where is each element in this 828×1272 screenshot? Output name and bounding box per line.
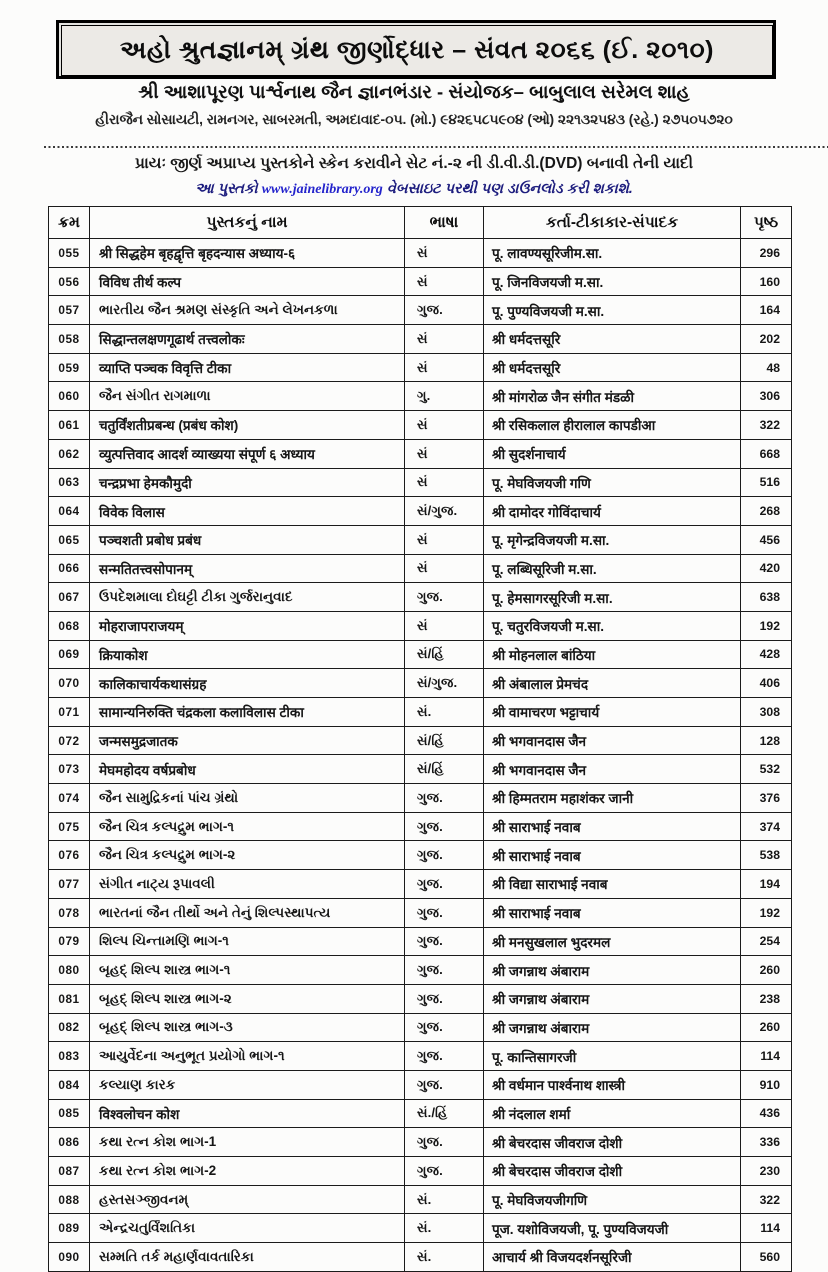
language-cell: સં — [405, 411, 484, 440]
book-name-cell: पञ्चशती प्रबोध प्रबंध — [90, 525, 405, 554]
author-cell: श्री हिम्मतराम महाशंकर जानी — [484, 784, 741, 813]
pages-cell: 376 — [741, 784, 792, 813]
pages-cell: 532 — [741, 755, 792, 784]
author-cell: पू. मेघविजयजीगणि — [484, 1185, 741, 1214]
language-cell: ગુ. — [405, 382, 484, 411]
author-cell: श्री जगन्नाथ अंबाराम — [484, 1013, 741, 1042]
row-number-cell: 069 — [49, 640, 90, 669]
book-name-cell: ભારતીય જૈન શ્રમણ સંસ્કૃતિ અને લેખનકળા — [90, 296, 405, 325]
pages-cell: 114 — [741, 1042, 792, 1071]
book-name-cell: मोहराजापराजयम् — [90, 611, 405, 640]
book-name-cell: विश्वलोचन कोश — [90, 1099, 405, 1128]
book-name-cell: કથા રત્ન કોશ ભાગ-2 — [90, 1157, 405, 1186]
row-number-cell: 060 — [49, 382, 90, 411]
author-cell: श्री विद्या साराभाई नवाब — [484, 870, 741, 899]
pages-cell: 322 — [741, 411, 792, 440]
table-row — [49, 411, 792, 440]
row-number-cell: 058 — [49, 325, 90, 354]
language-cell: ગુજ. — [405, 812, 484, 841]
author-cell: श्री भगवानदास जैन — [484, 726, 741, 755]
table-row — [49, 669, 792, 698]
organization-subtitle: શ્રી આશાપૂરણ પાર્શ્વનાથ જૈન જ્ઞાનભંડાર - સંયોજક– બાબુલાલ સરેમલ શાહ — [138, 81, 690, 102]
books-table — [48, 206, 792, 1272]
row-number-cell: 084 — [49, 1070, 90, 1099]
pages-cell: 194 — [741, 870, 792, 899]
author-cell: श्री वामाचरण भट्टाचार्य — [484, 698, 741, 727]
row-number-cell: 086 — [49, 1128, 90, 1157]
table-row — [49, 497, 792, 526]
language-cell: ગુજ. — [405, 1070, 484, 1099]
table-row — [49, 1243, 792, 1272]
table-row — [49, 1185, 792, 1214]
language-cell: સં — [405, 325, 484, 354]
language-cell: ગુજ. — [405, 1128, 484, 1157]
author-cell: श्री मनसुखलाल भुदरमल — [484, 927, 741, 956]
pages-cell: 202 — [741, 325, 792, 354]
language-cell: ગુજ. — [405, 1157, 484, 1186]
language-cell: સં — [405, 525, 484, 554]
language-cell: ગુજ. — [405, 841, 484, 870]
table-row — [49, 755, 792, 784]
author-cell: श्री साराभाई नवाब — [484, 841, 741, 870]
language-cell: ગુજ. — [405, 956, 484, 985]
table-row — [49, 239, 792, 268]
row-number-cell: 081 — [49, 984, 90, 1013]
author-cell: श्री साराभाई नवाब — [484, 898, 741, 927]
download-note-prefix: આ પુસ્તકો — [195, 181, 262, 197]
language-cell: ગુજ. — [405, 784, 484, 813]
author-cell: श्री अंबालाल प्रेमचंद — [484, 669, 741, 698]
table-row — [49, 640, 792, 669]
row-number-cell: 087 — [49, 1157, 90, 1186]
row-number-cell: 088 — [49, 1185, 90, 1214]
column-header-pages: પૃષ્ઠ — [741, 207, 792, 239]
book-name-cell: चन्द्रप्रभा हेमकौमुदी — [90, 468, 405, 497]
table-row — [49, 382, 792, 411]
row-number-cell: 073 — [49, 755, 90, 784]
table-row — [49, 1214, 792, 1243]
pages-cell: 374 — [741, 812, 792, 841]
book-name-cell: जन्मसमुद्रजातक — [90, 726, 405, 755]
book-name-cell: श्री सिद्धहेम बृहद्वृत्ति बृहदन्यास अध्याय-६ — [90, 239, 405, 268]
row-number-cell: 056 — [49, 267, 90, 296]
language-cell: સં — [405, 353, 484, 382]
table-row — [49, 984, 792, 1013]
pages-cell: 428 — [741, 640, 792, 669]
pages-cell: 560 — [741, 1243, 792, 1272]
row-number-cell: 075 — [49, 812, 90, 841]
scan-note-line: પ્રાયઃ જીર્ણ અપ્રાપ્ય પુસ્તકોને સ્કેન કરાવીને સેટ નં.-૨ ની ડી.વી.ડી.(DVD) બનાવી તેની યાદી — [134, 155, 694, 172]
books-table-body — [49, 239, 792, 1272]
dashed-separator — [44, 146, 828, 148]
address-contact-line: હીરાજૈન સોસાયટી, રામનગર, સાબરમતી, અમદાવાદ-૦૫. (મો.) ૯૪૨૬૫૮૫૯૦૪ (ઓ) ૨૨૧૩૨૫૪૩ (રહે.) ૨૭૫૦૫૭૨૦ — [95, 112, 733, 127]
language-cell: સં — [405, 267, 484, 296]
author-cell: पू. हेमसागरसूरिजी म.सा. — [484, 583, 741, 612]
pages-cell: 114 — [741, 1214, 792, 1243]
author-cell: पू. कान्तिसागरजी — [484, 1042, 741, 1071]
language-cell: સં — [405, 554, 484, 583]
pages-cell: 192 — [741, 611, 792, 640]
book-name-cell: સંગીત નાટ્ય રૂપાવલી — [90, 870, 405, 899]
book-name-cell: सन्मतितत्त्वसोपानम् — [90, 554, 405, 583]
row-number-cell: 076 — [49, 841, 90, 870]
language-cell: ગુજ. — [405, 927, 484, 956]
row-number-cell: 065 — [49, 525, 90, 554]
page-title: અહો શ્રુતજ્ઞાનમ્ ગ્રંથ જીર્ણોદ્ધાર – સંવત ૨૦૬૬ (ઈ. ૨૦૧૦) — [119, 36, 715, 64]
author-cell: श्री साराभाई नवाब — [484, 812, 741, 841]
pages-cell: 230 — [741, 1157, 792, 1186]
table-row — [49, 583, 792, 612]
pages-cell: 308 — [741, 698, 792, 727]
pages-cell: 538 — [741, 841, 792, 870]
title-box-inner — [61, 25, 773, 76]
pages-cell: 910 — [741, 1070, 792, 1099]
author-cell: पू. लावण्यसूरिजीम.सा. — [484, 239, 741, 268]
table-row — [49, 726, 792, 755]
pages-cell: 436 — [741, 1099, 792, 1128]
table-row — [49, 956, 792, 985]
download-note-suffix: વેબસાઇટ પરથી પણ ડાઉનલોડ કરી શકાશે. — [382, 181, 633, 197]
row-number-cell: 074 — [49, 784, 90, 813]
author-cell: श्री दामोदर गोविंदाचार्य — [484, 497, 741, 526]
table-row — [49, 812, 792, 841]
table-row — [49, 898, 792, 927]
book-name-cell: मेघमहोदय वर्षप्रबोध — [90, 755, 405, 784]
author-cell: श्री बेचरदास जीवराज दोशी — [484, 1157, 741, 1186]
row-number-cell: 082 — [49, 1013, 90, 1042]
table-row — [49, 554, 792, 583]
author-cell: श्री बेचरदास जीवराज दोशी — [484, 1128, 741, 1157]
book-name-cell: શિલ્પ ચિન્તામણિ ભાગ-૧ — [90, 927, 405, 956]
language-cell: સં/ગુજ. — [405, 497, 484, 526]
language-cell: સં. — [405, 1243, 484, 1272]
book-name-cell: सामान्यनिरुक्ति चंद्रकला कलाविलास टीका — [90, 698, 405, 727]
table-row — [49, 1070, 792, 1099]
table-row — [49, 1099, 792, 1128]
table-row — [49, 870, 792, 899]
book-name-cell: क्रियाकोश — [90, 640, 405, 669]
language-cell: ગુજ. — [405, 1042, 484, 1071]
language-cell: સં — [405, 611, 484, 640]
book-name-cell: चतुर्विंशतीप्रबन्ध (प्रबंध कोश) — [90, 411, 405, 440]
language-cell: ગુજ. — [405, 984, 484, 1013]
author-cell: श्री वर्धमान पार्श्वनाथ शास्त्री — [484, 1070, 741, 1099]
pages-cell: 268 — [741, 497, 792, 526]
language-cell: સં/હિં — [405, 726, 484, 755]
table-row — [49, 439, 792, 468]
author-cell: श्री भगवानदास जैन — [484, 755, 741, 784]
table-row — [49, 841, 792, 870]
row-number-cell: 085 — [49, 1099, 90, 1128]
column-header-book-name: પુસ્તકનું નામ — [90, 207, 405, 239]
language-cell: સં. — [405, 698, 484, 727]
book-name-cell: विविध तीर्थ कल्प — [90, 267, 405, 296]
row-number-cell: 063 — [49, 468, 90, 497]
row-number-cell: 072 — [49, 726, 90, 755]
table-row — [49, 784, 792, 813]
author-cell: श्री सुदर्शनाचार्य — [484, 439, 741, 468]
author-cell: पू. लब्धिसूरिजी म.सा. — [484, 554, 741, 583]
table-row — [49, 1157, 792, 1186]
language-cell: ગુજ. — [405, 1013, 484, 1042]
author-cell: आचार्य श्री विजयदर्शनसूरिजी — [484, 1243, 741, 1272]
pages-cell: 192 — [741, 898, 792, 927]
table-row — [49, 927, 792, 956]
language-cell: સં. — [405, 1185, 484, 1214]
table-row — [49, 1013, 792, 1042]
author-cell: श्री रसिकलाल हीरालाल कापडीआ — [484, 411, 741, 440]
row-number-cell: 064 — [49, 497, 90, 526]
column-header-kram: ક્રમ — [49, 207, 90, 239]
pages-cell: 254 — [741, 927, 792, 956]
table-row — [49, 296, 792, 325]
language-cell: ગુજ. — [405, 583, 484, 612]
column-header-language: ભાષા — [405, 207, 484, 239]
author-cell: पू. पुण्यविजयजी म.सा. — [484, 296, 741, 325]
author-cell: पू. मृगेन्द्रविजयजी म.सा. — [484, 525, 741, 554]
pages-cell: 456 — [741, 525, 792, 554]
row-number-cell: 083 — [49, 1042, 90, 1071]
author-cell: श्री जगन्नाथ अंबाराम — [484, 956, 741, 985]
download-note-line — [0, 181, 828, 198]
book-name-cell: જૈન સંગીત રાગમાળા — [90, 382, 405, 411]
row-number-cell: 068 — [49, 611, 90, 640]
row-number-cell: 057 — [49, 296, 90, 325]
book-name-cell: જૈન ચિત્ર કલ્પદ્રુમ ભાગ-૧ — [90, 812, 405, 841]
pages-cell: 48 — [741, 353, 792, 382]
pages-cell: 160 — [741, 267, 792, 296]
jainelibrary-link[interactable]: www.jainelibrary.org — [261, 182, 383, 197]
row-number-cell: 078 — [49, 898, 90, 927]
author-cell: पू. मेघविजयजी गणि — [484, 468, 741, 497]
language-cell: સં — [405, 239, 484, 268]
pages-cell: 336 — [741, 1128, 792, 1157]
table-row — [49, 611, 792, 640]
book-name-cell: બૃહદ્ શિલ્પ શાસ્ત્ર ભાગ-૨ — [90, 984, 405, 1013]
language-cell: ગુજ. — [405, 296, 484, 325]
language-cell: સં/હિં — [405, 755, 484, 784]
row-number-cell: 079 — [49, 927, 90, 956]
pages-cell: 516 — [741, 468, 792, 497]
author-cell: श्री मांगरोळ जैन संगीत मंडळी — [484, 382, 741, 411]
book-name-cell: જૈન ચિત્ર કલ્પદ્રુમ ભાગ-૨ — [90, 841, 405, 870]
table-row — [49, 525, 792, 554]
pages-cell: 420 — [741, 554, 792, 583]
book-name-cell: બૃહદ્ શિલ્પ શાસ્ત્ર ભાગ-૧ — [90, 956, 405, 985]
book-name-cell: विवेक विलास — [90, 497, 405, 526]
row-number-cell: 089 — [49, 1214, 90, 1243]
book-name-cell: व्याप्ति पञ्चक विवृत्ति टीका — [90, 353, 405, 382]
book-name-cell: ઉપદેશમાલા દોઘટ્ટી ટીકા ગુર્જરાનુવાદ — [90, 583, 405, 612]
row-number-cell: 062 — [49, 439, 90, 468]
pages-cell: 128 — [741, 726, 792, 755]
row-number-cell: 090 — [49, 1243, 90, 1272]
book-name-cell: सिद्धान्तलक्षणगूढार्थ तत्त्वलोकः — [90, 325, 405, 354]
author-cell: श्री जगन्नाथ अंबाराम — [484, 984, 741, 1013]
language-cell: ગુજ. — [405, 870, 484, 899]
author-cell: श्री धर्मदत्तसूरि — [484, 353, 741, 382]
pages-cell: 406 — [741, 669, 792, 698]
language-cell: ગુજ. — [405, 898, 484, 927]
row-number-cell: 080 — [49, 956, 90, 985]
table-row — [49, 698, 792, 727]
table-row — [49, 267, 792, 296]
row-number-cell: 055 — [49, 239, 90, 268]
row-number-cell: 066 — [49, 554, 90, 583]
language-cell: સં./હિં — [405, 1099, 484, 1128]
row-number-cell: 059 — [49, 353, 90, 382]
pages-cell: 260 — [741, 1013, 792, 1042]
table-row — [49, 1128, 792, 1157]
row-number-cell: 071 — [49, 698, 90, 727]
pages-cell: 306 — [741, 382, 792, 411]
author-cell: श्री नंदलाल शर्मा — [484, 1099, 741, 1128]
header-row — [49, 207, 792, 239]
books-table-header — [49, 207, 792, 239]
language-cell: સં/ગુજ. — [405, 669, 484, 698]
pages-cell: 638 — [741, 583, 792, 612]
column-header-author: કર્તા-ટીકાકાર-સંપાદક — [484, 207, 741, 239]
book-name-cell: કલ્યાણ કારક — [90, 1070, 405, 1099]
pages-cell: 164 — [741, 296, 792, 325]
title-box — [56, 20, 776, 79]
row-number-cell: 067 — [49, 583, 90, 612]
pages-cell: 260 — [741, 956, 792, 985]
author-cell: श्री मोहनलाल बांठिया — [484, 640, 741, 669]
book-name-cell: કથા રત્ન કોશ ભાગ-1 — [90, 1128, 405, 1157]
language-cell: સં — [405, 468, 484, 497]
book-name-cell: આયુર્વેદના અનુભૂત પ્રયોગો ભાગ-૧ — [90, 1042, 405, 1071]
book-name-cell: બૃહદ્ શિલ્પ શાસ્ત્ર ભાગ-૩ — [90, 1013, 405, 1042]
author-cell: पू. जिनविजयजी म.सा. — [484, 267, 741, 296]
book-name-cell: એન્દ્રચતુર્વિંશતિકા — [90, 1214, 405, 1243]
book-name-cell: જૈન સામુદ્રિકનાં પાંચ ગ્રંથો — [90, 784, 405, 813]
book-name-cell: ભારતનાં જૈન તીર્થો અને તેનું શિલ્પસ્થાપત્ય — [90, 898, 405, 927]
table-row — [49, 1042, 792, 1071]
author-cell: श्री धर्मदत्तसूरि — [484, 325, 741, 354]
language-cell: સં — [405, 439, 484, 468]
book-name-cell: व्युत्पत्तिवाद आदर्श व्याख्यया संपूर्ण ६ अध्याय — [90, 439, 405, 468]
table-row — [49, 353, 792, 382]
pages-cell: 322 — [741, 1185, 792, 1214]
author-cell: पू. चतुरविजयजी म.सा. — [484, 611, 741, 640]
language-cell: સં. — [405, 1214, 484, 1243]
row-number-cell: 077 — [49, 870, 90, 899]
book-name-cell: સમ્મતિ તર્ક મહાર્ણવાવતારિકા — [90, 1243, 405, 1272]
row-number-cell: 070 — [49, 669, 90, 698]
author-cell: पूज. यशोविजयजी, पू. पुण्यविजयजी — [484, 1214, 741, 1243]
row-number-cell: 061 — [49, 411, 90, 440]
pages-cell: 296 — [741, 239, 792, 268]
pages-cell: 668 — [741, 439, 792, 468]
book-name-cell: હસ્તસઞ્જીવનમ્ — [90, 1185, 405, 1214]
pages-cell: 238 — [741, 984, 792, 1013]
table-row — [49, 468, 792, 497]
book-name-cell: कालिकाचार्यकथासंग्रह — [90, 669, 405, 698]
table-row — [49, 325, 792, 354]
language-cell: સં/હિં — [405, 640, 484, 669]
